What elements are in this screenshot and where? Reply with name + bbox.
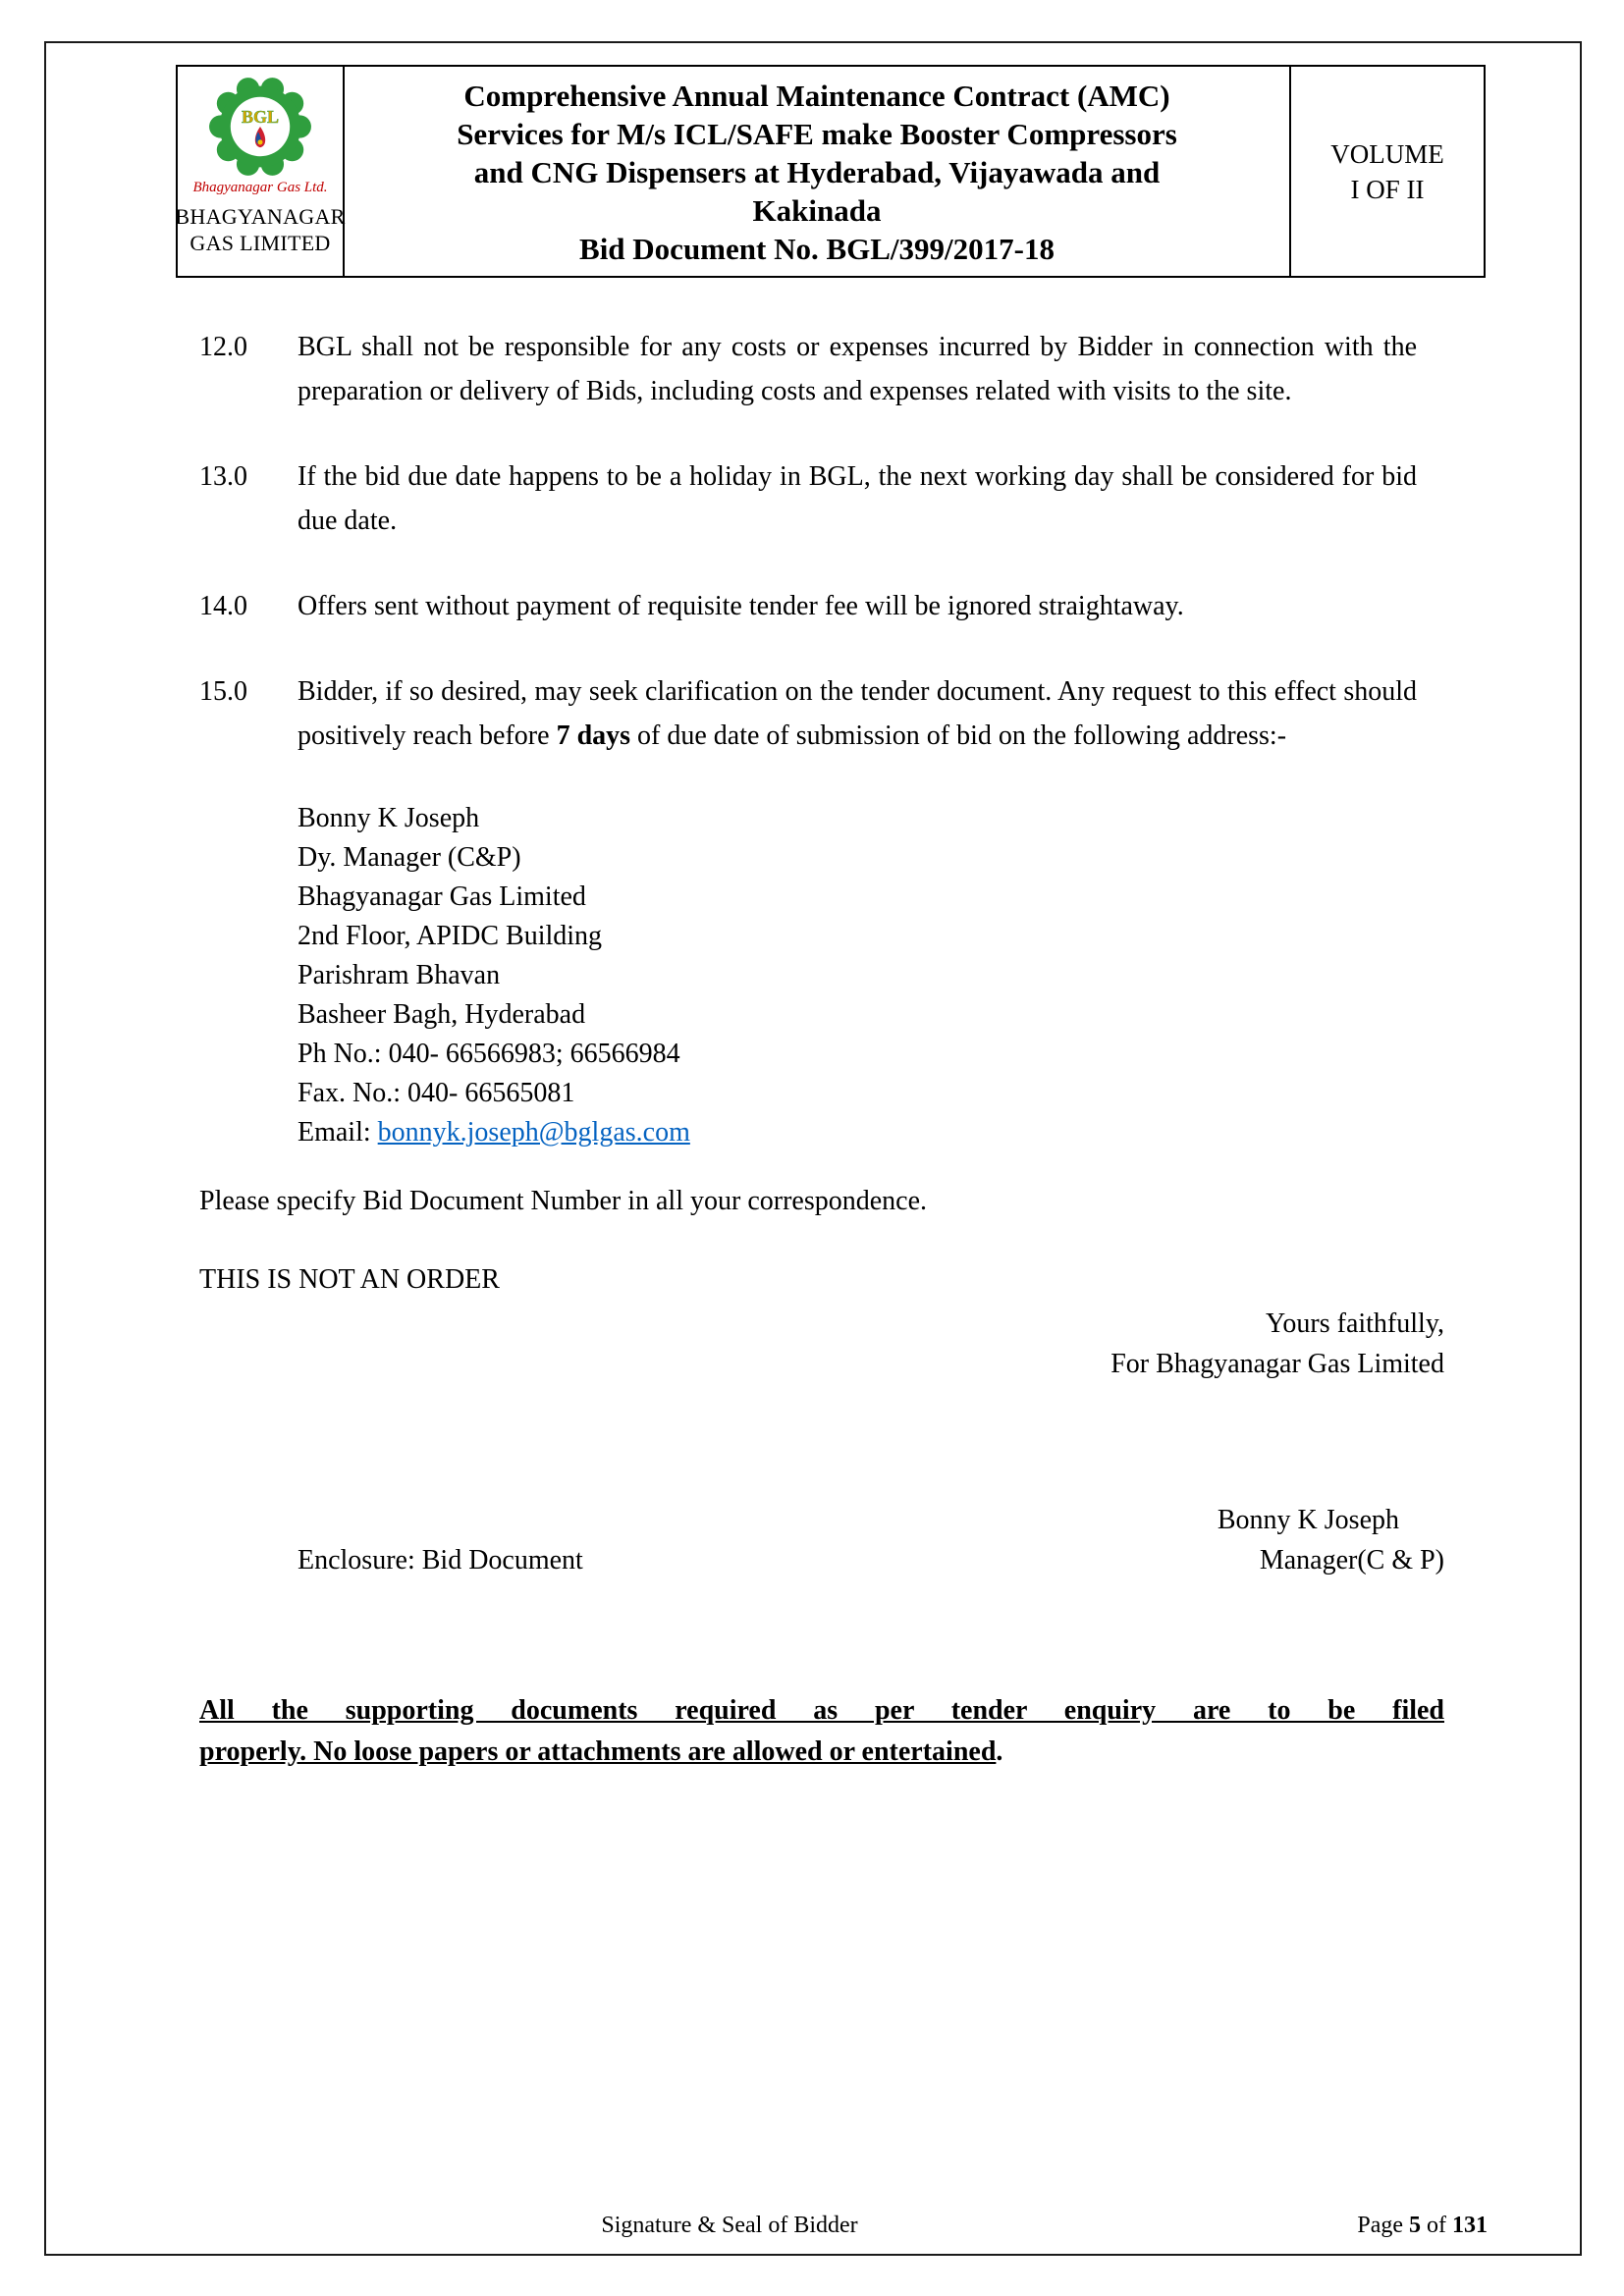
header-table [176,65,1486,278]
volume-cell [1291,67,1484,276]
address-block [298,799,1486,1152]
org-name [175,203,345,256]
address-line: Dy. Manager (C&P) [298,842,521,873]
address-line: Fax. No.: 040- 66565081 [298,1078,575,1108]
clause-text: If the bid due date happens to be a holiday in BGL, the next working day shall be considered for bid due date. [298,461,1417,536]
volume-label-line2: I OF II [1350,174,1425,204]
yours-faithfully: Yours faithfully, [1265,1308,1444,1339]
doc-number: Bid Document No. BGL/399/2017-18 [579,232,1055,266]
svg-text:BGL: BGL [241,106,280,127]
clause-15 [199,669,1417,758]
clause-number: 12.0 [199,332,247,362]
address-line: 2nd Floor, APIDC Building [298,921,603,951]
page-border [44,41,1582,2256]
page-content [46,43,1580,1773]
closing-block [176,1304,1444,1384]
signatory-title: Manager(C & P) [1259,1545,1444,1575]
warning-period: . [996,1736,1003,1767]
doc-title-line: Services for M/s ICL/SAFE make Booster Compressors [457,117,1177,151]
logo-cell [175,67,346,276]
clause-12 [199,325,1417,413]
enclosure: Enclosure: Bid Document [298,1545,583,1575]
address-email-line [298,1113,1486,1152]
logo-brand-caption: Bhagyanagar Gas Ltd. [192,180,328,195]
for-company: For Bhagyanagar Gas Limited [1110,1349,1444,1379]
address-line: Bonny K Joseph [298,803,480,833]
doc-title-line: and CNG Dispensers at Hyderabad, Vijayawada and [473,155,1161,189]
warning-line2 [199,1732,1444,1773]
org-name-line2: GAS LIMITED [189,231,331,255]
of-label: of [1421,2213,1452,2238]
signatory-name: Bonny K Joseph [1217,1505,1399,1535]
address-line: Bhagyanagar Gas Limited [298,881,586,912]
clause-text [298,669,1417,758]
address-line: Ph No.: 040- 66566983; 66566984 [298,1039,680,1069]
clause-number: 13.0 [199,461,247,492]
doc-title-line: Comprehensive Annual Maintenance Contract (AMC) [463,79,1170,113]
page-total: 131 [1452,2213,1488,2238]
address-line: Basheer Bagh, Hyderabad [298,999,586,1030]
bgl-logo-icon [208,75,312,179]
clause-14 [199,584,1417,628]
page-number: 5 [1409,2213,1421,2238]
volume-label-line1: VOLUME [1330,138,1444,169]
org-name-line1: BHAGYANAGAR [175,204,346,229]
clause-number: 15.0 [199,676,247,707]
footer-page-number [1357,2213,1488,2239]
email-label: Email: [298,1117,378,1148]
correspondence-note: Please specify Bid Document Number in all your correspondence. [199,1186,928,1216]
doc-title-cell [345,67,1291,276]
doc-title-line: Kakinada [752,193,882,228]
footer-signature-seal: Signature & Seal of Bidder [601,2213,858,2238]
clause-text-part: Bidder, if so desired, may seek clarification on the tender document. Any request to this effect should positively reach before [298,676,1417,751]
signature-row [298,1540,1444,1580]
email-link[interactable]: bonnyk.joseph@bglgas.com [377,1117,690,1148]
clause-text: BGL shall not be responsible for any costs or expenses incurred by Bidder in connection with the preparation or delivery of Bids, including costs and expenses related with visits to the site. [298,332,1417,406]
clauses-section [199,325,1417,758]
clause-text-part: of due date of submission of bid on the following address:- [630,721,1287,751]
not-an-order-note: THIS IS NOT AN ORDER [199,1264,500,1295]
address-line: Parishram Bhavan [298,960,501,990]
clause-13 [199,454,1417,543]
warning-line1: All the supporting documents required as per tender enquiry are to be filed [199,1695,1444,1726]
page-label: Page [1357,2213,1409,2238]
warning-line2-text: properly. No loose papers or attachments are allowed or entertained [199,1736,997,1767]
page-footer [46,2213,1580,2244]
clause-number: 14.0 [199,591,247,621]
clause-text: Offers sent without payment of requisite tender fee will be ignored straightaway. [298,591,1184,621]
warning-note [199,1690,1444,1773]
clause-text-bold: 7 days [556,721,631,751]
